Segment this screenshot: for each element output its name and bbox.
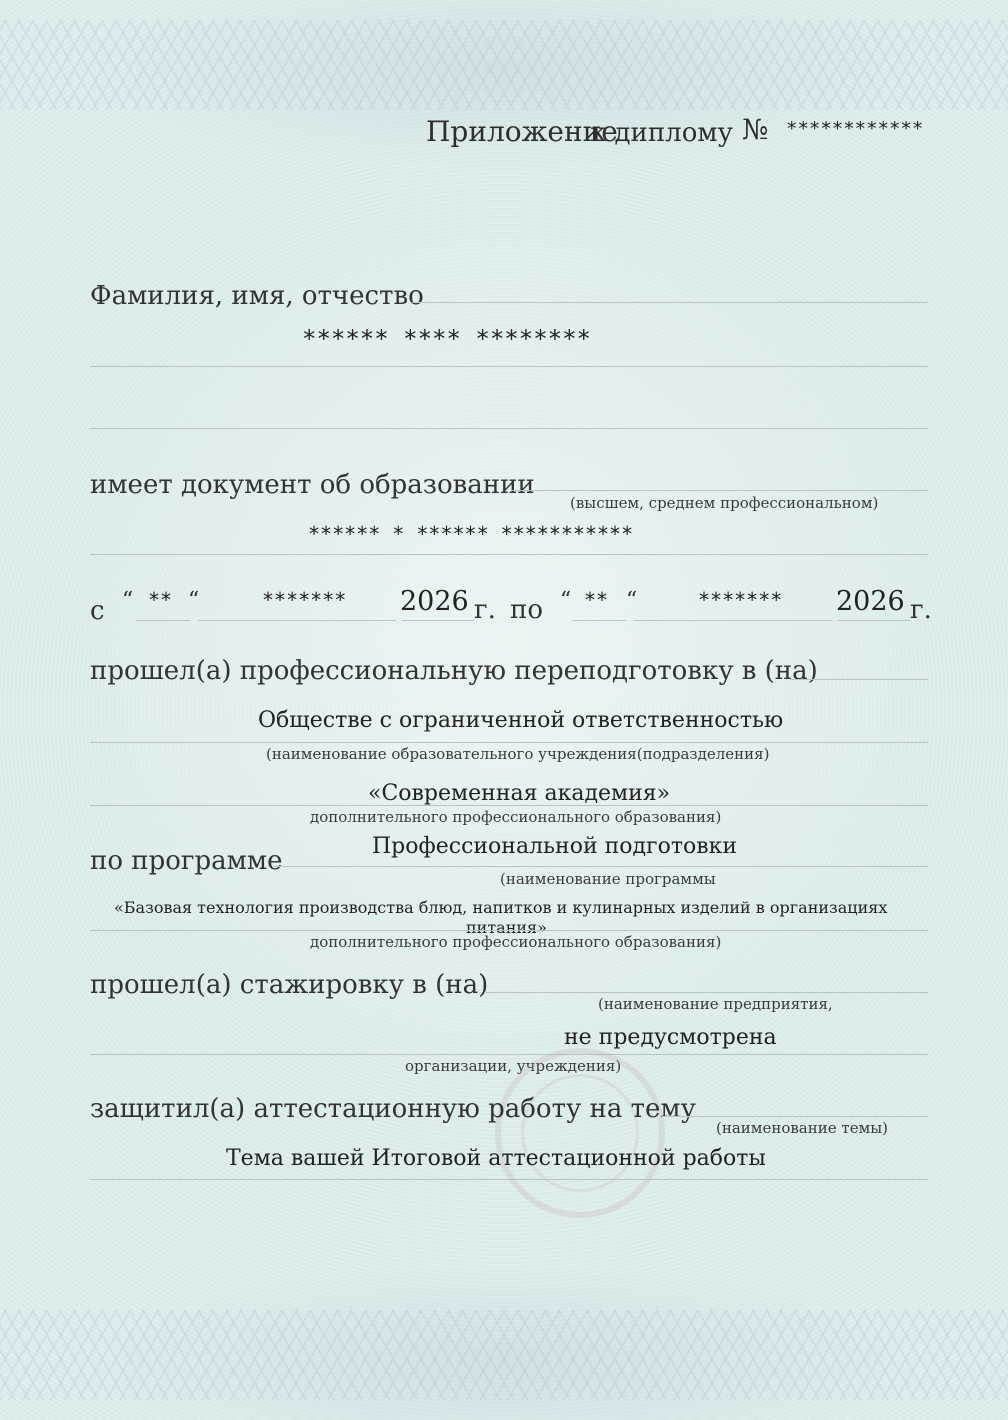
program-hint2: дополнительного профессионального образования) xyxy=(310,933,722,951)
thesis-rule-2 xyxy=(90,1179,928,1180)
internship-label: прошел(а) стажировку в (на) xyxy=(90,970,489,1000)
education-hint: (высшем, среднем профессиональном) xyxy=(570,494,879,512)
thesis-rule-1 xyxy=(662,1116,928,1117)
to-month: ******* xyxy=(698,588,783,612)
from-year-suffix: г. xyxy=(474,595,496,625)
number-sign: № xyxy=(742,113,769,146)
program-label: по программе xyxy=(90,846,283,876)
period-to-prefix: по xyxy=(510,595,543,625)
from-month: ******* xyxy=(262,588,347,612)
retraining-rule-3 xyxy=(90,805,928,806)
program-value-line2: «Базовая технология производства блюд, напитков и кулинарных изделий в организациях xyxy=(114,898,888,917)
fio-value: ****** **** ******** xyxy=(302,325,591,353)
program-value-line1: Профессиональной подготовки xyxy=(372,834,738,859)
program-rule-1 xyxy=(274,866,928,867)
internship-value: не предусмотрена xyxy=(564,1025,777,1050)
top-guilloche-band xyxy=(0,20,1008,110)
to-open-quote: “ xyxy=(560,588,572,613)
retraining-label: прошел(а) профессиональную переподготовку в (на) xyxy=(90,656,818,686)
fio-label: Фамилия, имя, отчество xyxy=(90,281,424,311)
thesis-label: защитил(а) аттестационную работу на тему xyxy=(90,1094,696,1124)
education-rule-2 xyxy=(90,554,928,555)
education-value: ****** * ****** *********** xyxy=(308,522,634,546)
fio-rule-2 xyxy=(90,366,928,367)
institution-line2: «Современная академия» xyxy=(368,781,671,806)
from-day: ** xyxy=(148,588,173,612)
from-month-rule xyxy=(198,620,396,621)
to-month-rule xyxy=(634,620,832,621)
thesis-value: Тема вашей Итоговой аттестационной работы xyxy=(226,1146,766,1171)
to-close-quote: “ xyxy=(626,588,638,613)
program-hint1: (наименование программы xyxy=(500,870,716,888)
diploma-number: ************ xyxy=(786,118,924,140)
internship-rule-2 xyxy=(90,1054,928,1055)
program-value-line3: питания» xyxy=(466,918,547,937)
thesis-hint: (наименование темы) xyxy=(716,1119,889,1137)
retraining-rule-2 xyxy=(90,742,928,743)
internship-hint1: (наименование предприятия, xyxy=(598,995,833,1013)
to-year-rule xyxy=(838,620,910,621)
period-from-prefix: с xyxy=(90,596,105,626)
program-rule-2 xyxy=(90,930,928,931)
to-day: ** xyxy=(584,588,609,612)
header-title-prefix: Приложение xyxy=(426,115,618,148)
education-label: имеет документ об образовании xyxy=(90,470,535,500)
fio-rule-3 xyxy=(90,428,928,429)
internship-hint2: организации, учреждения) xyxy=(405,1057,622,1075)
from-day-rule xyxy=(136,620,190,621)
from-open-quote: “ xyxy=(122,588,134,613)
institution-line1: Обществе с ограниченной ответственностью xyxy=(258,708,784,733)
from-year: 2026 xyxy=(400,586,469,617)
fio-rule-1 xyxy=(412,302,928,303)
bottom-guilloche-band xyxy=(0,1310,1008,1400)
to-year-suffix: г. xyxy=(910,595,932,625)
from-close-quote: “ xyxy=(188,588,200,613)
institution-hint2: дополнительного профессионального образования) xyxy=(310,808,722,826)
to-year: 2026 xyxy=(836,586,905,617)
institution-hint1: (наименование образовательного учреждения(подразделения) xyxy=(266,745,770,763)
retraining-rule-1 xyxy=(790,679,928,680)
from-year-rule xyxy=(402,620,474,621)
faded-stamp-seal xyxy=(495,1048,665,1218)
internship-rule-1 xyxy=(484,992,928,993)
education-rule-1 xyxy=(512,490,928,491)
header-title-suffix: к диплому xyxy=(590,118,733,148)
to-day-rule xyxy=(572,620,626,621)
